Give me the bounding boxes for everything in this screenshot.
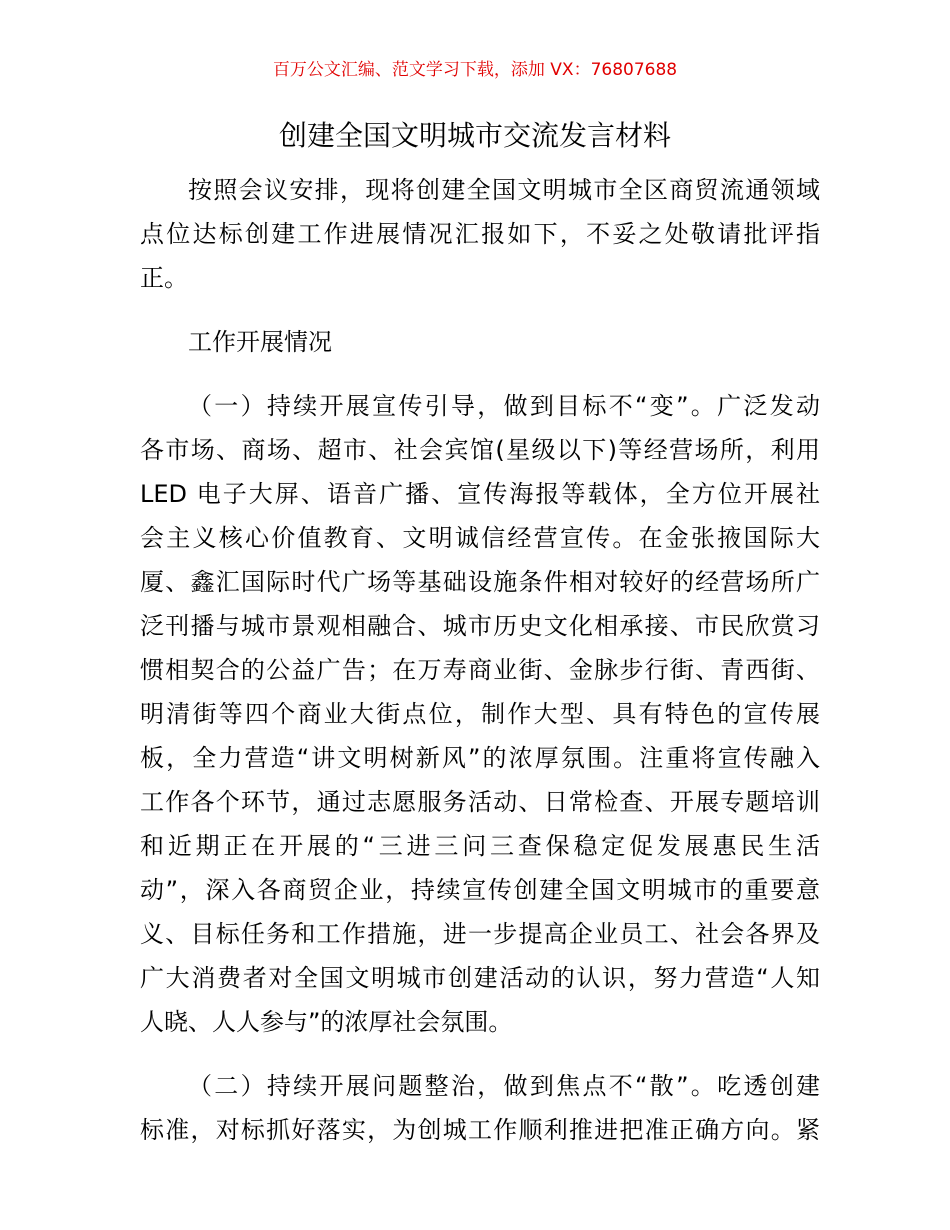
paragraph-line: 惯相契合的公益广告；在万寿商业街、金脉步行街、青西街、 [140,656,820,684]
header-promo-note: 百万公文汇编、范文学习下载，添加 VX：76807688 [272,60,678,80]
paragraph-line: 动”，深入各商贸企业，持续宣传创建全国文明城市的重要意 [140,876,820,904]
paragraph-line: 板，全力营造“讲文明树新风”的浓厚氛围。注重将宣传融入 [140,744,820,772]
paragraph-line: 按照会议安排，现将创建全国文明城市全区商贸流通领域 [188,176,820,204]
paragraph-line: 明清街等四个商业大街点位，制作大型、具有特色的宣传展 [140,700,820,728]
paragraph-line: 义、目标任务和工作措施，进一步提高企业员工、社会各界及 [140,920,820,948]
page-title: 创建全国文明城市交流发言材料 [278,119,671,152]
paragraph-line: （二）持续开展问题整治，做到焦点不“散”。吃透创建 [188,1072,820,1100]
paragraph-line: 广大消费者对全国文明城市创建活动的认识，努力营造“人知 [140,964,820,992]
paragraph-line: 工作各个环节，通过志愿服务活动、日常检查、开展专题培训 [140,788,820,816]
paragraph-gap [140,1044,820,1064]
paragraph-line: 标准，对标抓好落实，为创城工作顺利推进把准正确方向。紧 [140,1116,820,1144]
item1-paragraph [140,384,820,1044]
paragraph-gap [140,300,820,320]
paragraph-line: 正。 [140,264,188,292]
paragraph-line: 点位达标创建工作进展情况汇报如下，不妥之处敬请批评指 [140,220,820,248]
paragraph-line: 各市场、商场、超市、社会宾馆(星级以下)等经营场所，利用 [140,436,820,464]
paragraph-line: 和近期正在开展的“三进三问三查保稳定促发展惠民生活 [140,832,820,860]
document-body [140,168,820,1152]
section-heading: 工作开展情况 [188,328,332,356]
paragraph-line: 人晓、人人参与”的浓厚社会氛围。 [140,1008,513,1036]
paragraph-line: 泛刊播与城市景观相融合、城市历史文化相承接、市民欣赏习 [140,612,820,640]
paragraph-line: 会主义核心价值教育、文明诚信经营宣传。在金张掖国际大 [140,524,820,552]
intro-paragraph [140,168,820,300]
paragraph-line: 厦、鑫汇国际时代广场等基础设施条件相对较好的经营场所广 [140,568,820,596]
paragraph-line: LED 电子大屏、语音广播、宣传海报等载体，全方位开展社 [140,480,820,508]
paragraph-gap [140,364,820,384]
paragraph-line: （一）持续开展宣传引导，做到目标不“变”。广泛发动 [188,392,820,420]
item2-paragraph [140,1064,820,1152]
